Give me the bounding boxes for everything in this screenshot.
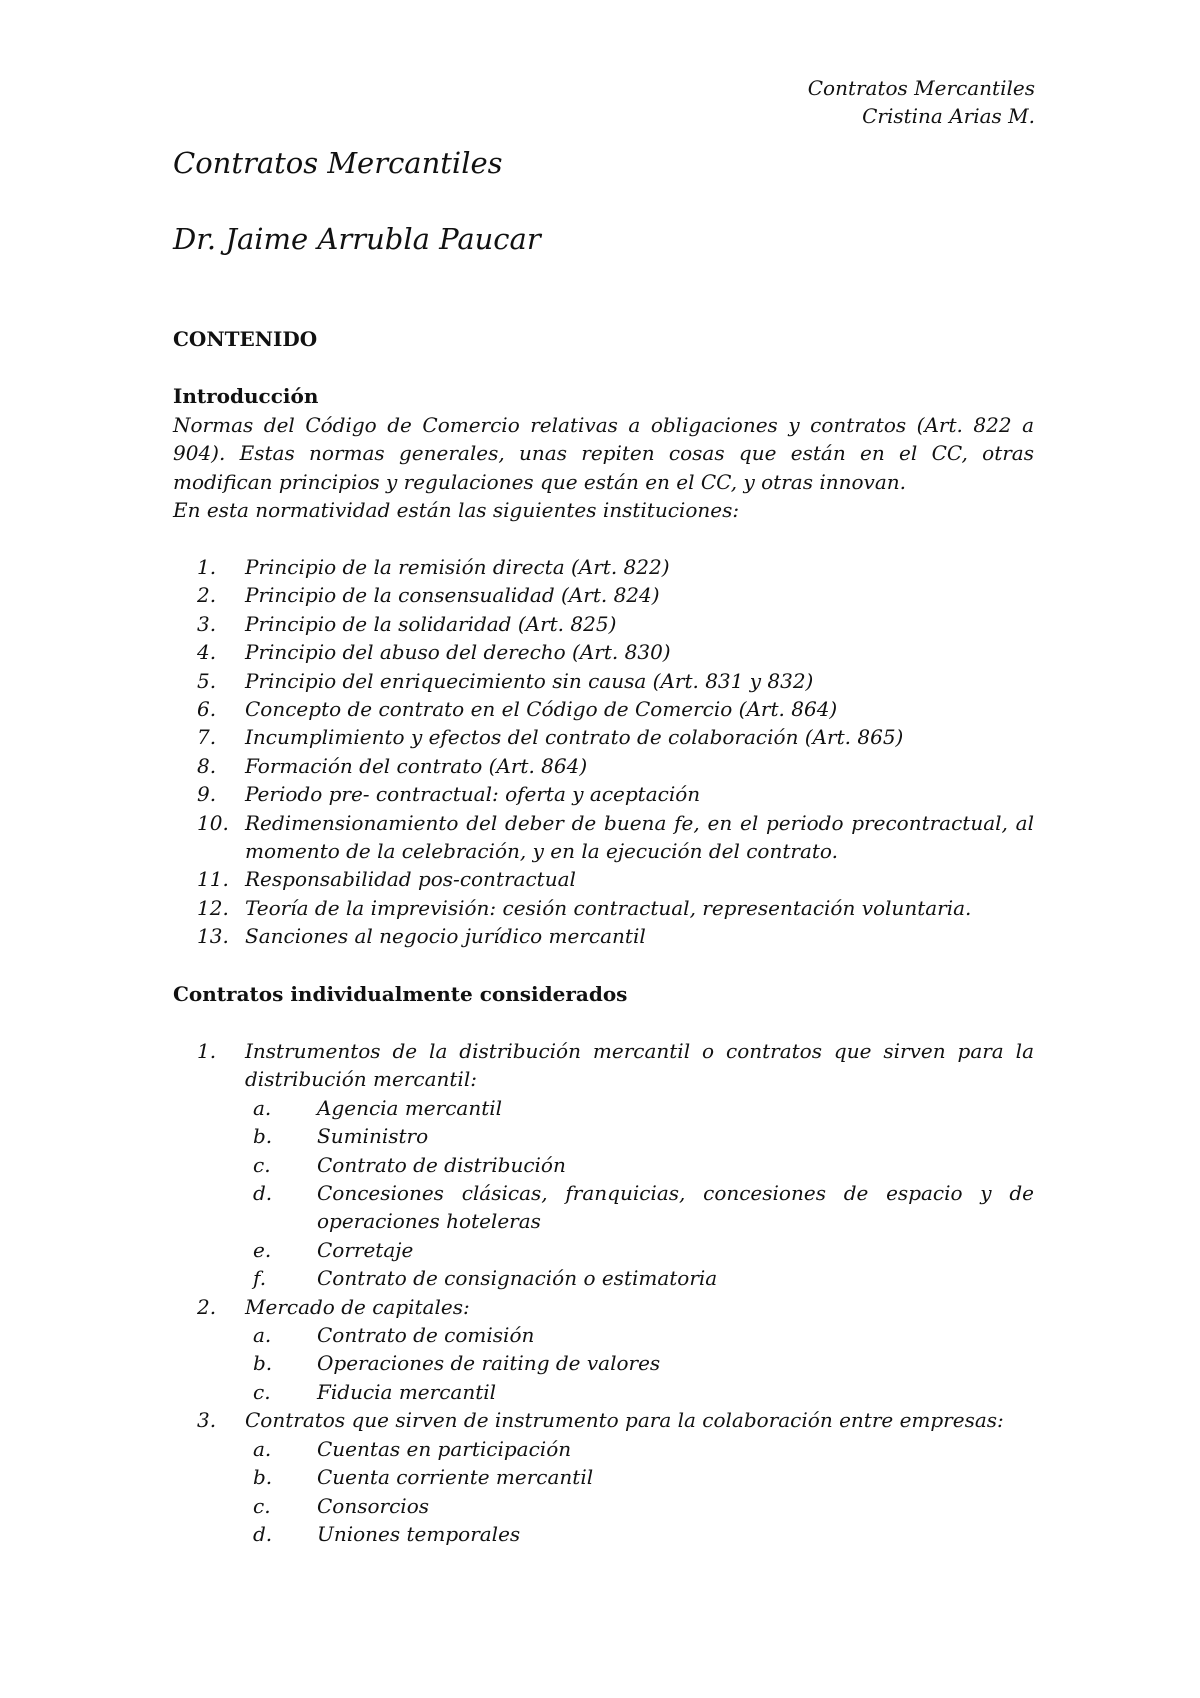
intro-paragraph: Normas del Código de Comercio relativas a obligaciones y contratos (Art. 822 a 904). Estas normas generales, unas repiten cosas que están en el CC, otras modifican principios y regulaciones que están en el CC, y otras innovan. (173, 412, 1034, 494)
sub-list-letter: b. (253, 1465, 273, 1490)
sub-list-item (245, 1349, 1034, 1377)
list-item-text: Instrumentos de la distribución mercantil o contratos que sirven para la distribución mercantil: (245, 1039, 1034, 1092)
sub-list-item (245, 1435, 1034, 1463)
list-item (173, 667, 1034, 695)
sub-list-item-text: Consorcios (317, 1493, 429, 1518)
list-item-text: Principio de la solidaridad (Art. 825) (245, 611, 617, 636)
sub-list-item-text: Contrato de comisión (317, 1323, 535, 1348)
sub-list-item (245, 1236, 1034, 1264)
list-number: 2. (197, 583, 217, 608)
sub-list-item (245, 1492, 1034, 1520)
document-author: Dr. Jaime Arrubla Paucar (173, 222, 541, 256)
list-item (173, 865, 1034, 893)
sub-list-item (245, 1094, 1034, 1122)
sub-list-letter: c. (253, 1493, 271, 1518)
list-item (173, 695, 1034, 723)
list-item (173, 752, 1034, 780)
section-heading-contratos: Contratos individualmente considerados (173, 982, 628, 1006)
contenido-heading: CONTENIDO (173, 327, 318, 351)
sub-list-letter: b. (253, 1124, 273, 1149)
list-item (173, 894, 1034, 922)
list-number: 1. (197, 1039, 217, 1063)
sub-list-letter: f. (253, 1266, 267, 1291)
intro-heading: Introducción (173, 384, 319, 408)
list-item-text: Incumplimiento y efectos del contrato de colaboración (Art. 865) (245, 725, 904, 750)
sub-list-item (245, 1378, 1034, 1406)
list-number: 3. (197, 611, 217, 636)
list-item (173, 553, 1034, 581)
list-item-text: Principio de la consensualidad (Art. 824) (245, 583, 660, 608)
list-number: 5. (197, 668, 217, 693)
list-item (173, 638, 1034, 666)
sub-list-item-text: Suministro (317, 1124, 429, 1149)
running-header-title: Contratos Mercantiles (807, 76, 1035, 100)
list-number: 1. (197, 555, 217, 579)
sub-list-item (245, 1179, 1034, 1236)
sub-list-item (245, 1463, 1034, 1491)
list-number: 3. (197, 1408, 217, 1433)
sub-list-item-text: Agencia mercantil (317, 1095, 503, 1120)
sub-list-item-text: Contrato de consignación o estimatoria (317, 1266, 718, 1291)
sub-list-item (245, 1321, 1034, 1349)
list-number: 9. (197, 782, 217, 807)
list-item (173, 1406, 1034, 1548)
list-number: 2. (197, 1294, 217, 1319)
sub-list-item-text: Cuenta corriente mercantil (317, 1465, 594, 1490)
sub-list (245, 1321, 1034, 1406)
list-item-text: Concepto de contrato en el Código de Comercio (Art. 864) (245, 697, 838, 722)
running-header (808, 74, 1035, 130)
sub-list-item-text: Contrato de distribución (317, 1152, 566, 1177)
sub-list-letter: d. (253, 1181, 273, 1206)
sub-list-letter: c. (253, 1379, 271, 1404)
list-number: 12. (197, 895, 229, 920)
sub-list-item-text: Operaciones de raiting de valores (317, 1351, 661, 1376)
list-item (173, 610, 1034, 638)
sub-list-item-text: Cuentas en participación (317, 1436, 572, 1461)
list-item-text: Responsabilidad pos-contractual (245, 867, 576, 892)
list-item-text: Mercado de capitales: (245, 1294, 470, 1319)
sub-list-item (245, 1264, 1034, 1292)
list-number: 7. (197, 725, 217, 750)
sub-list-letter: b. (253, 1351, 273, 1376)
sub-list-item-text: Corretaje (317, 1237, 414, 1262)
list-item (173, 809, 1034, 866)
list-item (173, 780, 1034, 808)
sub-list (245, 1094, 1034, 1293)
list-item-text: Principio de la remisión directa (Art. 822) (245, 555, 670, 579)
list-number: 4. (197, 640, 217, 665)
sub-list-item-text: Concesiones clásicas, franquicias, concesiones de espacio y de operaciones hoteleras (317, 1181, 1034, 1234)
intro-section (173, 382, 1034, 525)
sub-list-letter: c. (253, 1152, 271, 1177)
list-item (173, 1037, 1034, 1293)
list-item-text: Contratos que sirven de instrumento para la colaboración entre empresas: (245, 1408, 1004, 1433)
sub-list-item (245, 1520, 1034, 1548)
sub-list-item-text: Fiducia mercantil (317, 1379, 497, 1404)
list-number: 11. (197, 867, 229, 892)
sub-list-letter: a. (253, 1436, 272, 1461)
running-header-author: Cristina Arias M. (862, 104, 1035, 128)
intro-paragraph: En esta normatividad están las siguientes instituciones: (173, 498, 740, 522)
list-item (173, 1293, 1034, 1407)
list-item-text: Teoría de la imprevisión: cesión contractual, representación voluntaria. (245, 895, 972, 920)
sub-list-letter: a. (253, 1095, 272, 1120)
sub-list-letter: d. (253, 1521, 273, 1546)
list-number: 6. (197, 697, 217, 722)
sub-list-item-text: Uniones temporales (317, 1521, 521, 1546)
list-item-text: Periodo pre- contractual: oferta y aceptación (245, 782, 701, 807)
sub-list-item (245, 1151, 1034, 1179)
list-item (173, 723, 1034, 751)
list-item-text: Redimensionamiento del deber de buena fe, en el periodo precontractual, al momento de la celebración, y en la ejecución del contrato. (245, 810, 1034, 864)
list-item-text: Sanciones al negocio jurídico mercantil (245, 924, 646, 949)
sub-list-letter: e. (253, 1237, 272, 1262)
sub-list-letter: a. (253, 1323, 272, 1348)
list-number: 8. (197, 753, 217, 778)
list-item (173, 581, 1034, 609)
institutions-list (173, 553, 1034, 951)
list-item-text: Principio del abuso del derecho (Art. 830) (245, 640, 671, 665)
document-title: Contratos Mercantiles (173, 146, 503, 180)
sub-list (245, 1435, 1034, 1549)
list-item-text: Principio del enriquecimiento sin causa (Art. 831 y 832) (245, 668, 814, 693)
list-number: 13. (197, 924, 229, 949)
contracts-list (173, 1037, 1034, 1548)
sub-list-item (245, 1122, 1034, 1150)
list-number: 10. (197, 810, 229, 835)
list-item-text: Formación del contrato (Art. 864) (245, 753, 588, 778)
list-item (173, 922, 1034, 950)
